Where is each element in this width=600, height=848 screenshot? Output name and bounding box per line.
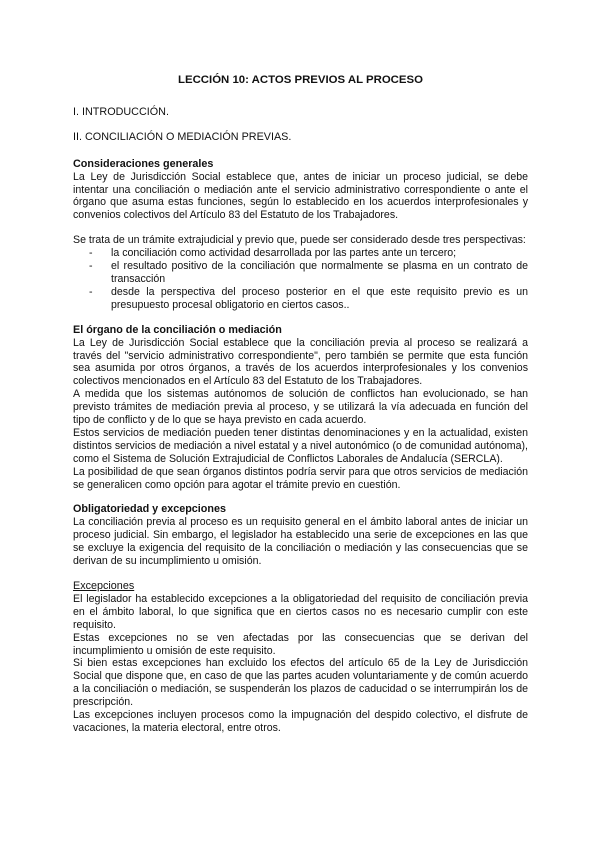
document-title: LECCIÓN 10: ACTOS PREVIOS AL PROCESO [178,74,423,86]
paragraph: Estos servicios de mediación pueden tener distintas denominaciones y en la actualidad, existen distintos servicios de mediación a nivel estatal y a nivel autonómico (o de comunidad autónoma), como el Sistema de Solución Extrajudicial de Conflictos Laborales de Andalucía (SERCLA). [73,426,528,465]
paragraph: Si bien estas excepciones han excluido los efectos del artículo 65 de la Ley de Jurisdicción Social que dispone que, en caso de que las partes acuden voluntariamente y de común acuerdo a la conciliación o mediación, se suspenderán los plazos de caducidad o se interrumpirán los de prescripción. [73,657,528,709]
paragraph: Las excepciones incluyen procesos como la impugnación del despido colectivo, el disfrute de vacaciones, la materia electoral, entre otros. [73,709,528,734]
list-item: - desde la perspectiva del proceso posterior en el que este requisito previo es un presupuesto procesal obligatorio en ciertos casos.. [111,286,528,312]
section-consideraciones-generales [73,158,528,312]
paragraph: La conciliación previa al proceso es un requisito general en el ámbito laboral antes de iniciar un proceso judicial. Sin embargo, el legislador ha establecido una serie de excepciones en las que se excluye la exigencia del requisito de la conciliación o mediación y las consecuencias que se derivan de su incumplimiento u omisión. [73,516,528,568]
section-heading: Obligatoriedad y excepciones [73,503,227,516]
list-item: - el resultado positivo de la conciliación que normalmente se plasma en un contrato de transacción [111,260,528,286]
paragraph: La Ley de Jurisdicción Social establece que, antes de iniciar un proceso judicial, se debe intentar una conciliación o mediación ante el servicio administrativo correspondiente o ante el órgano que asuma estas funciones, según lo establecido en los acuerdos interprofesionales y convenios colectivos del Artículo 83 del Estatuto de los Trabajadores. [73,170,528,222]
section-heading: Consideraciones generales [73,157,214,170]
paragraph: Estas excepciones no se ven afectadas por las consecuencias que se derivan del incumplimiento u omisión de este requisito. [73,631,528,657]
toc-item-conciliacion: II. CONCILIACIÓN O MEDIACIÓN PREVIAS. [73,130,292,143]
section-excepciones [73,580,528,735]
paragraph: La posibilidad de que sean órganos distintos podría servir para que otros servicios de mediación se generalicen como opción para agotar el trámite previo en cuestión. [73,465,528,491]
paragraph: Se trata de un trámite extrajudicial y previo que, puede ser considerado desde tres perspectivas: [73,234,526,247]
paragraph: El legislador ha establecido excepciones a la obligatoriedad del requisito de conciliación previa en el ámbito laboral, lo que significa que en ciertos casos no es necesario cumplir con este requisito. [73,592,528,631]
list-item: - la conciliación como actividad desarrollada por las partes ante un tercero; [111,247,528,260]
section-heading: El órgano de la conciliación o mediación [73,323,282,336]
paragraph: La Ley de Jurisdicción Social establece que la conciliación previa al proceso se realizará a través del "servicio administrativo correspondiente", pero también se permite que esta función sea asumida por otros órganos, a través de los acuerdos interprofesionales y los convenios colectivos mencionados en el Artículo 83 del Estatuto de los Trabajadores. [73,336,528,388]
subsection-heading: Excepciones [73,580,135,592]
toc-item-introduccion: I. INTRODUCCIÓN. [73,105,169,118]
paragraph: A medida que los sistemas autónomos de solución de conflictos han evolucionado, se han previsto trámites de mediación previa al proceso, y se utilizará la vía adecuada en función del tipo de conflicto y de lo que se haya previsto en cada acuerdo. [73,388,528,427]
section-obligatoriedad [73,503,528,568]
section-organo-conciliacion [73,324,528,492]
perspectives-list [73,247,528,312]
